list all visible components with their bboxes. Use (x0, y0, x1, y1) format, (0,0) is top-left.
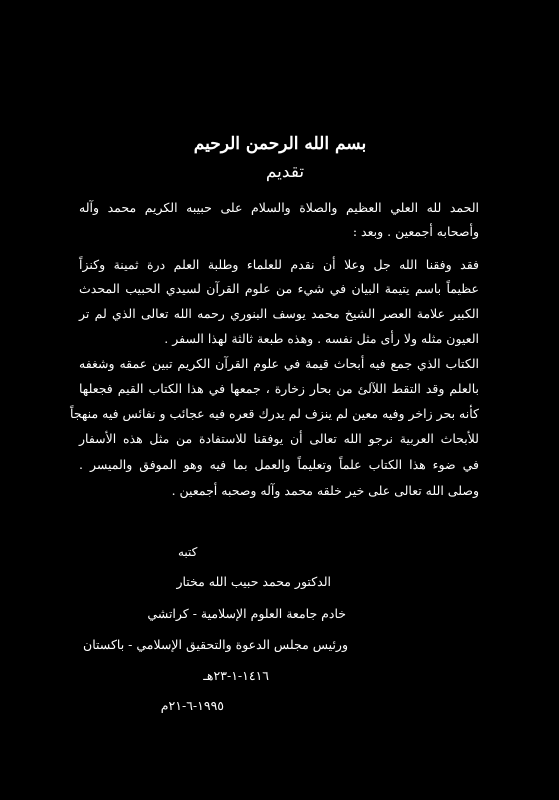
paragraph-line: عظيماً باسم يتيمة البيان في شيء من علوم القرآن لسيدي الحبيب المحدث (79, 281, 479, 296)
paragraph-line: وصلى الله تعالى على خير خلقه محمد وآله وصحبه أجمعين . (171, 483, 479, 498)
gregorian-date: ١٩٩٥-٦-٢١م (160, 698, 224, 713)
paragraph-line: في ضوء هذا الكتاب علماً وتعليماً والعمل بما فيه وهو الموفق والميسر . (79, 457, 479, 472)
basmala-heading: بسم الله الرحمن الرحيم (193, 134, 367, 154)
paragraph-line: الكتاب الذي جمع فيه أبحاث قيمة في علوم القرآن الكريم تبين عمقه وشغفه (79, 356, 479, 371)
paragraph-line: فقد وفقنا الله جل وعلا أن نقدم للعلماء وطلبة العلم درة ثمينة وكنزاً (79, 257, 479, 272)
paragraph-line: الحمد لله العلي العظيم والصلاة والسلام على حبيبه الكريم محمد وآله (79, 200, 479, 215)
page-title: تقديم (265, 162, 305, 182)
paragraph-line: كأنه بحر زاخر وفيه معين لم ينزف لم يدرك قعره فيه عجائب و نفائس فيه منهجاً (70, 406, 479, 421)
signature-name: الدكتور محمد حبيب الله مختار (176, 574, 331, 589)
paragraph-line: وأصحابه أجمعين . وبعد : (352, 224, 479, 239)
signature-title-university: خادم جامعة العلوم الإسلامية - كراتشي (147, 606, 346, 621)
paragraph-line: الكبير علامة العصر الشيخ محمد يوسف البنوري رحمه الله تعالى الذي لم تر (79, 306, 479, 321)
paragraph-line: بالعلم وقد التقط اللآلئ من بحار زخارة ، جمعها في هذا الكتاب القيم فجعلها (79, 381, 479, 396)
paragraph-line: للأبحاث العربية نرجو الله تعالى أن يوفقنا للاستفادة من مثل هذه الأسفار (79, 431, 479, 446)
signature-title-council: ورئيس مجلس الدعوة والتحقيق الإسلامي - باكستان (83, 637, 348, 652)
paragraph-line: العيون مثله ولا رأى مثل نفسه . وهذه طبعة ثالثة لهذا السفر . (164, 331, 479, 346)
signature-wrote-label: كتبه (178, 545, 198, 559)
hijri-date: ١٤١٦-١-٢٣هـ (203, 668, 269, 683)
